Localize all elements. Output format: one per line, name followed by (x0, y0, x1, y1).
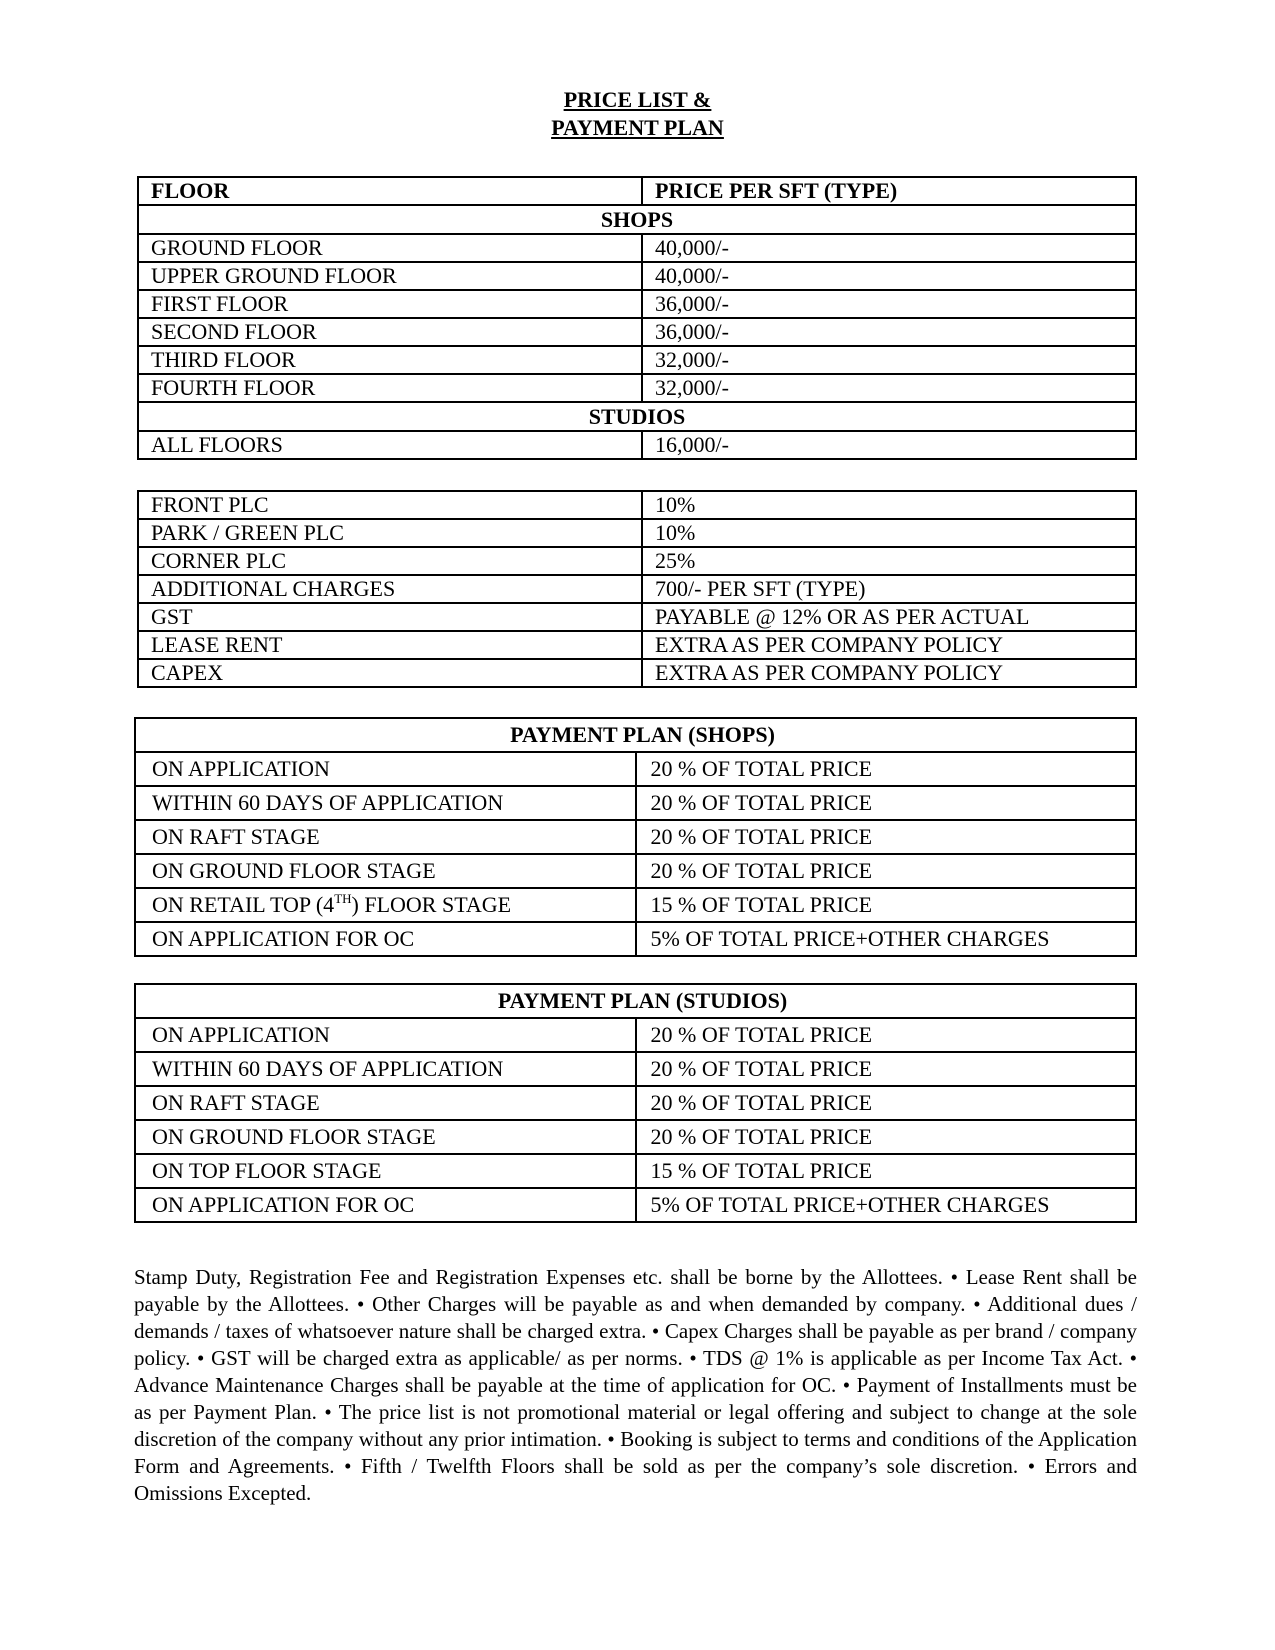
table-row (135, 922, 1136, 956)
stage-cell: ON RAFT STAGE (135, 1086, 636, 1120)
table-row (138, 374, 1136, 402)
charge-value: 25% (642, 547, 1136, 575)
price-cell: 32,000/- (642, 346, 1136, 374)
charge-value: EXTRA AS PER COMPANY POLICY (642, 631, 1136, 659)
section-row-shops (138, 205, 1136, 234)
charge-label: PARK / GREEN PLC (138, 519, 642, 547)
plan-title-row (135, 984, 1136, 1018)
table-row (135, 854, 1136, 888)
table-row (138, 290, 1136, 318)
table-row (135, 1120, 1136, 1154)
header-price: PRICE PER SFT (TYPE) (642, 177, 1136, 205)
amount-cell: 20 % OF TOTAL PRICE (636, 854, 1137, 888)
price-cell: 40,000/- (642, 234, 1136, 262)
floor-cell: FOURTH FLOOR (138, 374, 642, 402)
stage-cell: ON GROUND FLOOR STAGE (135, 1120, 636, 1154)
amount-cell: 15 % OF TOTAL PRICE (636, 1154, 1137, 1188)
table-row (138, 631, 1136, 659)
amount-cell: 20 % OF TOTAL PRICE (636, 786, 1137, 820)
amount-cell: 20 % OF TOTAL PRICE (636, 1086, 1137, 1120)
ordinal-superscript: TH (334, 891, 352, 906)
charge-label: ADDITIONAL CHARGES (138, 575, 642, 603)
table-row (138, 603, 1136, 631)
stage-cell: ON APPLICATION FOR OC (135, 1188, 636, 1222)
charge-label: CAPEX (138, 659, 642, 687)
table-row (135, 820, 1136, 854)
floor-cell: GROUND FLOOR (138, 234, 642, 262)
charge-value: PAYABLE @ 12% OR AS PER ACTUAL (642, 603, 1136, 631)
charges-table (137, 490, 1137, 688)
floor-cell: ALL FLOORS (138, 431, 642, 459)
section-row-studios (138, 402, 1136, 431)
stage-cell: ON TOP FLOOR STAGE (135, 1154, 636, 1188)
amount-cell: 20 % OF TOTAL PRICE (636, 1120, 1137, 1154)
charge-label: GST (138, 603, 642, 631)
price-cell: 16,000/- (642, 431, 1136, 459)
title-line-1: PRICE LIST & (563, 87, 712, 112)
price-cell: 36,000/- (642, 290, 1136, 318)
table-row (138, 234, 1136, 262)
table-row (135, 752, 1136, 786)
table-row (138, 659, 1136, 687)
table-row (135, 1086, 1136, 1120)
price-cell: 32,000/- (642, 374, 1136, 402)
studios-plan-title: PAYMENT PLAN (STUDIOS) (135, 984, 1136, 1018)
terms-notes: Stamp Duty, Registration Fee and Registration Expenses etc. shall be borne by the Allottees. • Lease Rent shall be payable by the Allottees. • Other Charges will be payable as and when demanded by company. • Additional dues / demands / taxes of whatsoever nature shall be charged extra. • Capex Charges shall be payable as per brand / company policy. • GST will be charged extra as applicable/ as per norms. • TDS @ 1% is applicable as per Income Tax Act. • Advance Maintenance Charges shall be payable at the time of application for OC. • Payment of Installments must be as per Payment Plan. • The price list is not promotional material or legal offering and subject to change at the sole discretion of the company without any prior intimation. • Booking is subject to terms and conditions of the Application Form and Agreements. • Fifth / Twelfth Floors shall be sold as per the company’s sole discretion. • Errors and Omissions Excepted. (134, 1265, 1137, 1505)
studios-payment-plan-table (134, 983, 1137, 1223)
table-row (138, 547, 1136, 575)
title-line-2: PAYMENT PLAN (551, 115, 724, 140)
floor-cell: THIRD FLOOR (138, 346, 642, 374)
shops-payment-plan-table (134, 717, 1137, 957)
floor-cell: UPPER GROUND FLOOR (138, 262, 642, 290)
table-row (138, 346, 1136, 374)
table-row (138, 262, 1136, 290)
plan-title-row (135, 718, 1136, 752)
table-row (135, 1052, 1136, 1086)
stage-cell: ON APPLICATION (135, 1018, 636, 1052)
charge-value: 700/- PER SFT (TYPE) (642, 575, 1136, 603)
section-studios: STUDIOS (138, 402, 1136, 431)
stage-cell: ON GROUND FLOOR STAGE (135, 854, 636, 888)
price-table (137, 176, 1137, 460)
table-row (138, 318, 1136, 346)
section-shops: SHOPS (138, 205, 1136, 234)
amount-cell: 20 % OF TOTAL PRICE (636, 820, 1137, 854)
table-row (138, 491, 1136, 519)
price-cell: 36,000/- (642, 318, 1136, 346)
floor-cell: SECOND FLOOR (138, 318, 642, 346)
table-row (138, 519, 1136, 547)
charge-label: FRONT PLC (138, 491, 642, 519)
price-cell: 40,000/- (642, 262, 1136, 290)
table-row (138, 431, 1136, 459)
stage-text-suffix: ) FLOOR STAGE (351, 892, 512, 917)
stage-cell: ON RAFT STAGE (135, 820, 636, 854)
stage-cell: WITHIN 60 DAYS OF APPLICATION (135, 786, 636, 820)
charge-value: 10% (642, 519, 1136, 547)
stage-cell (135, 888, 636, 922)
amount-cell: 5% OF TOTAL PRICE+OTHER CHARGES (636, 1188, 1137, 1222)
table-row (138, 575, 1136, 603)
amount-cell: 20 % OF TOTAL PRICE (636, 1018, 1137, 1052)
document-title (0, 86, 1275, 142)
header-floor: FLOOR (138, 177, 642, 205)
charge-value: EXTRA AS PER COMPANY POLICY (642, 659, 1136, 687)
amount-cell: 20 % OF TOTAL PRICE (636, 752, 1137, 786)
floor-cell: FIRST FLOOR (138, 290, 642, 318)
charge-value: 10% (642, 491, 1136, 519)
table-row (135, 1018, 1136, 1052)
stage-cell: WITHIN 60 DAYS OF APPLICATION (135, 1052, 636, 1086)
stage-text: ON RETAIL TOP (4 (152, 892, 335, 917)
table-row (135, 1188, 1136, 1222)
table-row (135, 786, 1136, 820)
amount-cell: 20 % OF TOTAL PRICE (636, 1052, 1137, 1086)
charge-label: LEASE RENT (138, 631, 642, 659)
charge-label: CORNER PLC (138, 547, 642, 575)
amount-cell: 15 % OF TOTAL PRICE (636, 888, 1137, 922)
stage-cell: ON APPLICATION FOR OC (135, 922, 636, 956)
amount-cell: 5% OF TOTAL PRICE+OTHER CHARGES (636, 922, 1137, 956)
table-row (135, 888, 1136, 922)
price-table-header (138, 177, 1136, 205)
shops-plan-title: PAYMENT PLAN (SHOPS) (135, 718, 1136, 752)
table-row (135, 1154, 1136, 1188)
stage-cell: ON APPLICATION (135, 752, 636, 786)
